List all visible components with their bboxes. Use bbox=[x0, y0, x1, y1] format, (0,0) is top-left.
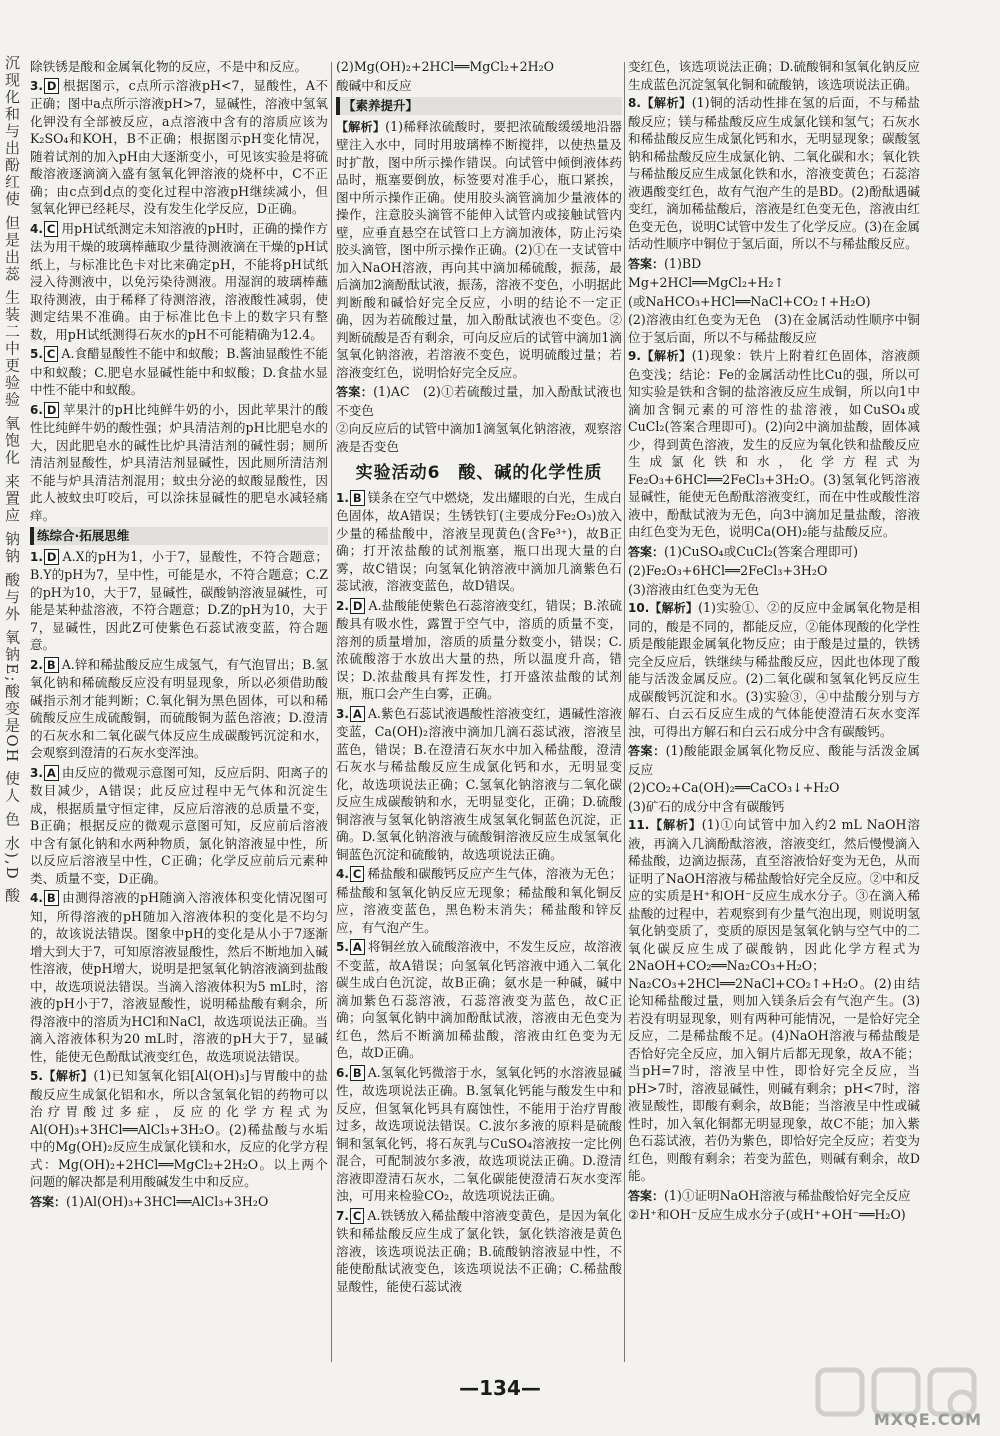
question-number: 4. bbox=[30, 221, 43, 236]
text-line: (2)CO₂+Ca(OH)₂══CaCO₃↓+H₂O bbox=[628, 780, 840, 795]
explanation-text: (1)已知氢氧化铝[Al(OH)₃]与胃酸中的盐酸反应生成氯化铝和水，所以含氢氧化铝的药物可以治疗胃酸过多症，反应的化学方程式为Al(OH)₃+3HCl══AlCl₃+3H₂O。(2)稀盐酸与水垢中的Mg(OH)₂反应生成氯化镁和水，反应的化学方程式：Mg(OH)₂+2HCl══MgCl₂+2H₂O。以上两个问题的解决都是利用酸碱发生中和反应。 bbox=[30, 1068, 328, 1189]
text-line: (2)溶液由红色变为无色 (3)在金属活动性顺序中铜位于氢后面，所以不与稀盐酸反应 bbox=[628, 312, 920, 345]
text-line: Mg+2HCl══MgCl₂+H₂↑ bbox=[628, 275, 785, 290]
question-number: 3. bbox=[30, 78, 43, 93]
answer-choice-box: C bbox=[350, 866, 364, 882]
question-number: 3. bbox=[336, 706, 349, 721]
explanation-label: 【解析】 bbox=[649, 818, 702, 832]
explanation-text: 由测得溶液的pH随滴入溶液体积变化情况图可知，所得溶液的pH随加入溶液体积的变化是不均匀的，故该说法错误。图象中pH的变化是从小于7逐渐增大到大于7，可知原溶液显酸性，然后不断地加入碱性溶液，使pH增大，说明是把氢氧化钠溶液滴到盐酸中，故选项说法错误。当滴入溶液体积为5 mL时，溶液的pH小于7，溶液显酸性，说明稀盐酸有剩余，所得溶液中的溶质为HCl和NaCl，故选项说法正确。当滴入溶液体积为20 mL时，溶液的pH大于7，显碱性，能使无色酚酞试液变红色，故选项说法错误。 bbox=[30, 890, 328, 1064]
text-line: (2)Fe₂O₃+6HCl══2FeCl₃+3H₂O bbox=[628, 563, 828, 578]
answer-text: (1)BD bbox=[664, 255, 702, 271]
answer-choice-box: B bbox=[350, 490, 365, 506]
question-number: 7. bbox=[336, 1208, 349, 1223]
explanation-text: A.食醋显酸性不能中和蚁酸；B.酱油显酸性不能中和蚁酸；C.肥皂水显碱性能中和蚁酸；D.食盐水显中性不能中和蚁酸。 bbox=[30, 346, 328, 397]
question-number: 4. bbox=[30, 891, 43, 905]
answer-choice-box: B bbox=[44, 657, 59, 673]
answer-label: 答案： bbox=[336, 385, 374, 399]
explanation-text: A.紫色石蕊试液遇酸性溶液变红，遇碱性溶液变蓝，Ca(OH)₂溶液中滴加几滴石蕊试液，溶液呈蓝色，错误；B.在澄清石灰水中加入稀盐酸，澄清石灰水与稀盐酸反应生成氯化钙和水，无明显变化，故选项说法正确；C.氢氧化钠溶液与二氧化碳反应生成碳酸钠和水，无明显变化，正确；D.硫酸铜溶液与氢氧化钠溶液生成氢氧化铜蓝色沉淀，正确。D.氢氧化钠溶液与硫酸铜溶液反应生成氢氧化铜蓝色沉淀和硫酸钠，故选项说法正确。 bbox=[336, 705, 622, 862]
answer-choice-box: C bbox=[350, 1208, 364, 1224]
answer-text: (1)Al(OH)₃+3HCl══AlCl₃+3H₂O bbox=[66, 1193, 269, 1209]
answer-text: (1)CuSO₄或CuCl₂(答案合理即可) bbox=[664, 543, 859, 559]
explanation-text: (1)稀释浓硫酸时，要把浓硫酸缓缓地沿器壁注入水中，同时用玻璃棒不断搅拌，以使热量及时扩散，图中所示操作错误。向试管中倾倒液体药品时，瓶塞要倒放，标签要对准手心，瓶口紧挨，图中所示操作正确。使用胶头滴管滴加少量液体的操作，注意胶头滴管不能伸入试管内或接触试管内壁，应垂直悬空在试管口上方滴加液体，防止污染胶头滴管，图中所示操作正确。(2)①在一支试管中加入NaOH溶液，再向其中滴加稀硫酸，振荡，最后滴加2滴酚酞试液，振荡，溶液不变色，小明据此判断酸和碱恰好完全反应，小明的结论不一定正确，因为若硫酸过量，加入酚酞试液也不变色。②判断硫酸是否有剩余，可向反应后的试管中滴加1滴氢氧化钠溶液，若溶液不变色，说明硫酸过量；若溶液变红色，说明恰好完全反应。 bbox=[336, 118, 622, 380]
text-line: (3)溶液由红色变为无色 bbox=[628, 581, 760, 597]
explanation-label: 【解析】 bbox=[640, 349, 692, 363]
text-line: 酸碱中和反应 bbox=[336, 77, 412, 93]
explanation-text: A.锌和稀盐酸反应生成氢气，有气泡冒出；B.氢氧化钠和稀硫酸反应没有明显现象，所以必须借助酸碱指示剂才能判断；C.氧化铜为黑色固体，可以和稀硫酸反应生成硫酸铜，而硫酸铜为蓝色溶液；D.澄清的石灰水和二氧化碳气体反应生成碳酸钙沉淀和水，会观察到澄清的石灰水变浑浊。 bbox=[30, 656, 328, 760]
question-explanation bbox=[336, 489, 622, 595]
experiment-heading: 实验活动6 酸、碱的化学性质 bbox=[355, 463, 603, 483]
section-heading: 【素养提升】 bbox=[336, 97, 622, 115]
question-explanation bbox=[30, 220, 328, 344]
question-number: 5. bbox=[336, 940, 349, 954]
explanation-text: (1)铜的活动性排在氢的后面，不与稀盐酸反应；镁与稀盐酸反应生成氯化镁和氢气；石灰水和稀盐酸反应生成氯化钙和水，无明显现象；碳酸氢钠和稀盐酸反应生成氯化钠、二氧化碳和水；氧化铁与稀盐酸反应生成氯化铁和水，溶液变黄色；石蕊溶液遇酸变红色，故有气泡产生的是BD。(2)酚酞遇碱变红，滴加稀盐酸后，溶液是红色变无色，溶液由红色变无色，说明C试管中发生了化学反应。(3)在金属活动性顺序中铜位于氢后面，所以不与稀盐酸反应。 bbox=[628, 95, 920, 251]
answer-line bbox=[30, 1193, 328, 1212]
question-explanation bbox=[336, 1064, 622, 1205]
question-explanation bbox=[30, 1067, 328, 1191]
question-number: 6. bbox=[336, 1065, 349, 1080]
text-line: 除铁锈是酸和金属氧化物的反应，不是中和反应。 bbox=[30, 59, 308, 74]
answer-text: (1)①证明NaOH溶液与稀盐酸恰好完全反应 bbox=[664, 1187, 911, 1203]
column-divider bbox=[331, 62, 332, 1362]
question-explanation bbox=[336, 705, 622, 864]
watermark-text: MXQE.COM bbox=[873, 1410, 982, 1429]
explanation-text: (1)现象：铁片上附着红色固体，溶液颜色变浅；结论：Fe的金属活动性比Cu的强，所以可知实验是铁和含铜的盐溶液反应生成铜，所以向1中滴加含铜元素的可溶性的盐溶液，如CuSO₄或CuCl₂(答案合理即可)。(2)向2中滴加盐酸，固体减少，得到黄色溶液，发生的反应为氧化铁和盐酸反应生成氯化铁和水，化学方程式为Fe₂O₃+6HCl══2FeCl₃+3H₂O。(3)氢氧化钙溶液显碱性，能使无色酚酞溶液变红，而在中性或酸性溶液中，酚酞试液为无色，向3中滴加足量盐酸，溶液由红色变为无色，说明Ca(OH)₂能与盐酸反应。 bbox=[628, 348, 920, 539]
answer-choice-box: A bbox=[350, 706, 365, 722]
answer-choice-box: C bbox=[44, 346, 58, 362]
column-middle bbox=[336, 58, 622, 1368]
explanation-text: (1)实验①、②的反应中金属氧化物是相同的，酸是不同的，都能反应，②能体现酸的化学性质是酸能跟金属氧化物反应；由于酸是过量的，铁锈完全反应后，铁继续与稀盐酸反应，因此也体现了酸能与活泼金属反应。(2)二氧化碳和氢氧化钙反应生成碳酸钙沉淀和水。(3)实验③，④中盐酸分别与方解石、白云石反应生成的气体能使澄清石灰水变浑浊，可得出方解石和白云石成分中含有碳酸钙。 bbox=[628, 600, 920, 739]
question-number: 10. bbox=[628, 601, 650, 615]
question-number: 8. bbox=[628, 96, 641, 110]
answer-label: 答案： bbox=[628, 544, 665, 559]
answer-line bbox=[628, 742, 920, 778]
explanation-text: 苹果汁的pH比纯鲜牛奶的小，因此苹果汁的酸性比纯鲜牛奶的酸性强；炉具清洁剂的pH比肥皂水的大，因此肥皂水的碱性比炉具清洁剂的碱性弱；厕所清洁剂显酸性，炉具清洁剂显碱性，因此厕所清洁剂不能与炉具清洁剂混用；蚊虫分泌的蚁酸显酸性，因此人被蚊虫叮咬后，可以涂抹显碱性的肥皂水减轻痛痒。 bbox=[30, 401, 328, 523]
answer-text: (1)酸能跟金属氧化物反应、酸能与活泼金属反应 bbox=[628, 743, 920, 777]
question-explanation bbox=[30, 548, 328, 654]
explanation-label: 【解析】 bbox=[649, 601, 699, 615]
explanation-label: 【解析】 bbox=[640, 96, 692, 110]
question-number: 11. bbox=[628, 818, 650, 832]
question-number: 2. bbox=[30, 657, 43, 672]
answer-choice-box: B bbox=[44, 890, 59, 906]
explanation-text: (1)①向试管中加入约2 mL NaOH溶液，再滴入几滴酚酞溶液，溶液变红，然后慢慢滴入稀盐酸，边滴边振荡，直至溶液恰好变为无色，从而证明了NaOH溶液与稀盐酸恰好完全反应。②中和反应的实质是H⁺和OH⁻反应生成水分子。③在滴入稀盐酸的过程中，若观察到有少量气泡出现，则说明氢氧化钠变质了，变质的原因是氢氧化钠与空气中的二氧化碳反应生成了碳酸钠，因此化学方程式为2NaOH+CO₂══Na₂CO₃+H₂O；Na₂CO₃+2HCl══2NaCl+CO₂↑+H₂O。(2)由结论知稀盐酸过量，则加入镁条后会有气泡产生。(3)若没有明显现象，则有两种可能情况，一是恰好完全反应，二是稀盐酸不足。(4)NaOH溶液与稀盐酸是否恰好完全反应，加入铜片后都无现象，故A不能；当pH=7时，溶液呈中性，即恰好完全反应，当pH>7时，溶液显碱性，则碱有剩余；pH<7时，溶液显酸性，即酸有剩余，故B能；当溶液呈中性或碱性时，加入氧化铜都无明显现象，故C不能；加入紫色石蕊试液，若仍为紫色，即恰好完全反应；若变为红色，则酸有剩余；若变为蓝色，则碱有剩余，故D能。 bbox=[628, 817, 920, 1183]
binding-margin-text: 沉现化和与出酚红使 但是出蕊 生装二中更验验 氧饱化 来置应 钠钠 酸与外 氧钠E;酸变是OH 使人 色 水),D 酸 bbox=[3, 55, 21, 905]
answer-label: 答案： bbox=[30, 1194, 67, 1209]
text-line: (2)Mg(OH)₂+2HCl══MgCl₂+2H₂O bbox=[336, 59, 554, 74]
explanation-text: A.盐酸能使紫色石蕊溶液变红，错误；B.浓硫酸具有吸水性，露置于空气中，溶质的质量不变，溶剂的质量增加，溶质的质量分数变小，错误；C.浓硫酸溶于水放出大量的热，所以温度升高，错误；D.浓盐酸具有挥发性，打开盛浓盐酸的试剂瓶，瓶口会产生白雾，正确。 bbox=[336, 597, 622, 701]
section-heading: 练综合·拓展思维 bbox=[30, 527, 328, 545]
question-number: 6. bbox=[30, 402, 43, 417]
answer-choice-box: A bbox=[44, 765, 59, 781]
question-number: 3. bbox=[30, 765, 43, 780]
explanation-text: 镁条在空气中燃烧，发出耀眼的白光，生成白色固体，故A错误；生锈铁钉(主要成分Fe₂O₃)放入少量的稀盐酸中，溶液呈现黄色(含Fe³⁺)，故B正确；打开浓盐酸的试剂瓶塞，瓶口出现大量的白雾，故C错误；向氢氧化钠溶液中滴加几滴紫色石蕊试液，溶液变蓝色，故D错误。 bbox=[336, 489, 622, 593]
question-explanation bbox=[30, 77, 328, 218]
text-line: ②H⁺和OH⁻反应生成水分子(或H⁺+OH⁻══H₂O) bbox=[628, 1207, 906, 1222]
answer-label: 答案： bbox=[628, 1188, 665, 1203]
text-line: 变红色，该选项说法正确；D.硫酸铜和氢氧化钠反应生成蓝色沉淀氢氧化铜和硫酸钠，该选项说法正确。 bbox=[628, 59, 920, 92]
answer-line bbox=[628, 1187, 920, 1206]
question-explanation bbox=[30, 656, 328, 762]
question-explanation bbox=[628, 347, 920, 541]
question-explanation bbox=[336, 865, 622, 936]
answer-choice-box: D bbox=[350, 598, 366, 614]
answer-text: (1)AC (2)①若硫酸过量，加入酚酞试液也不变色 bbox=[336, 384, 622, 418]
question-explanation bbox=[628, 94, 920, 253]
explanation-text: A.X的pH为1，小于7，显酸性，不符合题意；B.Y的pH为7，呈中性，可能是水，不符合题意；C.Z的pH为10，大于7，显碱性，碳酸钠溶液显碱性，可能是某种盐溶液，不符合题意；D.Z的pH为10，大于7，显碱性，因此Z可使紫色石蕊试液变蓝，符合题意。 bbox=[30, 548, 328, 652]
explanation-label: 【解析】 bbox=[336, 119, 386, 134]
text-line: (3)矿石的成分中含有碳酸钙 bbox=[628, 798, 785, 814]
answer-choice-box: B bbox=[350, 1065, 365, 1081]
question-explanation bbox=[336, 938, 622, 1062]
question-number: 5. bbox=[30, 347, 43, 361]
answer-line bbox=[628, 543, 920, 562]
explanation-text: 将铜丝放入硫酸溶液中，不发生反应，故溶液不变蓝，故A错误；向氢氧化钙溶液中通入二氧化碳生成白色沉淀，故B正确；氨水是一种碱，碱中滴加紫色石蕊溶液，石蕊溶液变为蓝色，故C正确；向氢氧化钠中滴加酚酞试液，溶液由无色变为红色，然后不断滴加稀盐酸，溶液由红色变为无色，故D正确。 bbox=[336, 939, 622, 1060]
explanation-text: A.氢氧化钙微溶于水，氢氧化钙的水溶液显碱性，故选项说法正确。B.氢氧化钙能与酸发生中和反应，但氢氧化钙具有腐蚀性，不能用于治疗胃酸过多，故选项说法错误。C.波尔多液的原料是硫酸铜和氢氧化钙，将石灰乳与CuSO₄溶液按一定比例混合，可配制波尔多液，故选项说法正确。D.澄清溶液即澄清石灰水，二氧化碳能使澄清石灰水变浑浊，可用来检验CO₂，故选项说法正确。 bbox=[336, 1064, 622, 1203]
question-explanation bbox=[30, 401, 328, 525]
column-divider bbox=[624, 62, 625, 1362]
explanation-text: 由反应的微观示意图可知，反应后阴、阳离子的数目减少，A错误；此反应过程中无气体和沉淀生成，根据质量守恒定律，反应后溶液的总质量不变，B正确；根据反应的微观示意图可知，反应前后溶液中含有氯化钠和水两种物质，氯化钠溶液显中性，所以反应后溶液呈中性，C正确；化学反应前后元素种类、质量不变，D正确。 bbox=[30, 764, 328, 886]
question-explanation bbox=[336, 1207, 622, 1296]
text-line: ②向反应后的试管中滴加1滴氢氧化钠溶液，观察溶液是否变色 bbox=[336, 421, 622, 454]
answer-label: 答案： bbox=[628, 256, 665, 271]
explanation-text: 用pH试纸测定未知溶液的pH时，正确的操作方法为用干燥的玻璃棒蘸取少量待测液滴在干燥的pH试纸上，与标准比色卡对比来确定pH，不能将pH试纸浸入待测液中，以免污染待测液。用湿润的玻璃棒蘸取待测液，由于稀释了待测溶液，溶液酸性减弱，使测定结果不准确。由于标准比色卡上的数字只有整数，用pH试纸测得石灰水的pH不可能精确为12.4。 bbox=[30, 220, 328, 342]
answer-choice-box: A bbox=[350, 939, 365, 955]
question-explanation bbox=[628, 599, 920, 740]
question-explanation bbox=[30, 889, 328, 1065]
column-left bbox=[30, 58, 328, 1368]
question-explanation bbox=[336, 597, 622, 703]
answer-choice-box: D bbox=[44, 402, 60, 418]
question-explanation bbox=[628, 816, 920, 1185]
question-number: 4. bbox=[336, 867, 349, 881]
text-line: (或NaHCO₃+HCl══NaCl+CO₂↑+H₂O) bbox=[628, 293, 871, 309]
answer-choice-box: C bbox=[44, 221, 58, 237]
answer-line bbox=[628, 255, 920, 274]
question-explanation bbox=[30, 345, 328, 399]
question-explanation bbox=[30, 764, 328, 888]
explanation-label: 【解析】 bbox=[42, 1069, 94, 1083]
column-right bbox=[628, 58, 920, 1368]
answer-label: 答案： bbox=[628, 744, 666, 758]
answer-line bbox=[336, 383, 622, 419]
answer-choice-box: D bbox=[44, 549, 60, 565]
explanation-text: A.铁锈放入稀盐酸中溶液变黄色，是因为氧化铁和稀盐酸反应生成了氯化铁，氯化铁溶液是黄色溶液，该选项说法正确；B.硫酸钠溶液显中性，不能使酚酞试液变色，该选项说法不正确；C.稀盐酸显酸性，能使石蕊试液 bbox=[336, 1207, 622, 1294]
explanation-text: 稀盐酸和碳酸钙反应产生气体，溶液为无色；稀盐酸和氢氧化钠反应无现象；稀盐酸和氧化铜反应，溶液变蓝色，黑色粉末消失；稀盐酸和锌反应，有气泡产生。 bbox=[336, 866, 622, 935]
question-number: 2. bbox=[336, 598, 349, 613]
answer-choice-box: D bbox=[44, 78, 60, 94]
question-number: 5. bbox=[30, 1069, 43, 1083]
question-number: 1. bbox=[30, 549, 43, 564]
question-explanation bbox=[336, 118, 622, 382]
explanation-text: 根据图示，c点所示溶液pH<7，显酸性，A不正确；图中a点所示溶液pH>7，显碱性，溶液中氢氧化钾没有全部被反应，a点溶液中含有的溶质应该为K₂SO₄和KOH，B不正确；根据图示pH变化情况，随着试剂的加入pH由大逐渐变小，可见该实验是将硫酸溶液逐滴滴入盛有氢氧化钾溶液的烧杯中，C不正确；由c点到d点的变化过程中溶液pH继续减小，但氢氧化钾已经耗尽，没有发生化学反应，D正确。 bbox=[30, 77, 328, 216]
question-number: 9. bbox=[628, 349, 641, 363]
question-number: 1. bbox=[336, 490, 349, 505]
page-number: —134— bbox=[459, 1376, 541, 1400]
